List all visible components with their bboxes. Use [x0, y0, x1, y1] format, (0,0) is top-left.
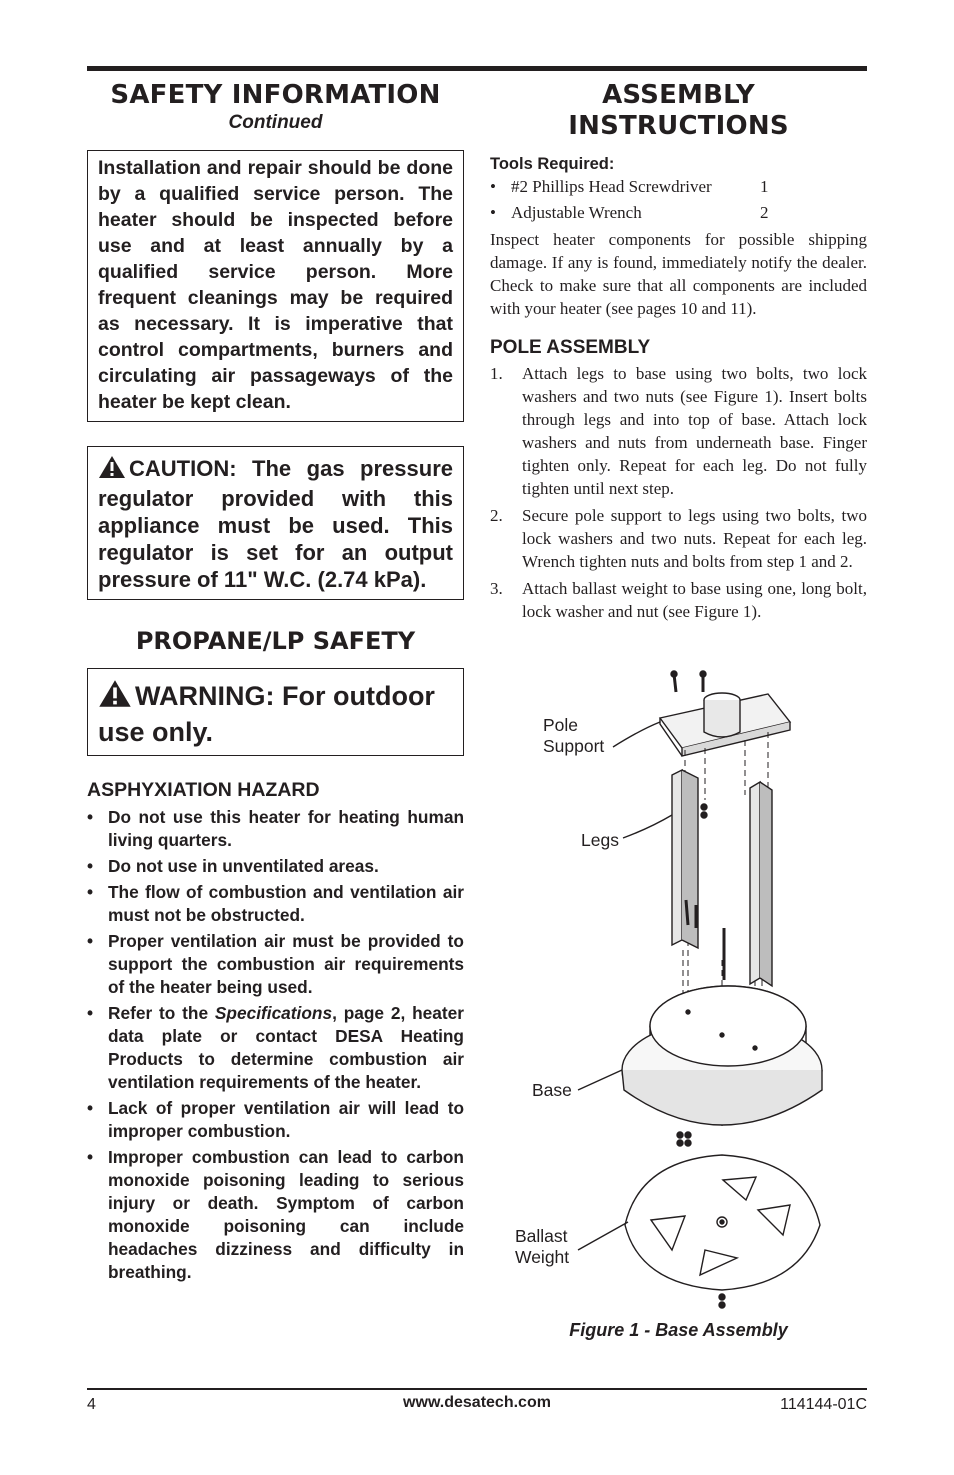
step-text: Attach ballast weight to base using one, long bolt, lock washer and nut (see Figure 1).	[522, 579, 867, 621]
list-item	[87, 1002, 464, 1094]
base-assembly-figure	[500, 660, 870, 1320]
list-item-text: Refer to the	[108, 1003, 215, 1023]
tool-qty: 1	[760, 177, 769, 196]
right-column	[490, 80, 867, 627]
step-number: 1.	[490, 364, 503, 383]
figure-caption: Figure 1 - Base Assembly	[569, 1320, 788, 1340]
assembly-steps	[490, 362, 867, 623]
hazard-list	[87, 806, 464, 1284]
list-item: • The flow of combustion and ventilation air must not be obstructed.	[87, 881, 464, 927]
list-item-text: , page 2, heater data plate or contact DESA Heating Products to determine combustion air ventilation requirements of the heater.	[108, 1003, 464, 1092]
ballast-weight-label: Ballast Weight	[515, 1226, 570, 1267]
base-label: Base	[532, 1080, 572, 1100]
propane-safety-title: PROPANE/LP SAFETY	[135, 627, 416, 655]
asphyxiation-hazard-title: ASPHYXIATION HAZARD	[87, 779, 320, 801]
list-item: • Proper ventilation air must be provided to support the combustion air requirements of the heater being used.	[87, 930, 464, 999]
specifications-emphasis: Specifications	[214, 1003, 333, 1023]
warning-text: WARNING: For outdoor use only.	[98, 681, 435, 747]
left-column	[87, 80, 464, 1287]
document-code: 114144-01C	[780, 1396, 867, 1413]
step-number: 3.	[490, 579, 503, 598]
step-number: 2.	[490, 506, 503, 525]
page-number: 4	[87, 1396, 96, 1413]
tool-name: Adjustable Wrench	[511, 203, 642, 222]
qualified-service-notice: Installation and repair should be done by a qualified service person. The heater should be inspected before use and at least annually by a qualified service person. More frequent cleanings may be required as necessary. It is imperative that control compartments, burners and circulating air passageways of the heater be kept clean.	[87, 150, 464, 422]
title-line: INSTRUCTIONS	[568, 111, 789, 141]
website-link[interactable]: www.desatech.com	[403, 1394, 551, 1411]
step-text: Secure pole support to legs using two bolts, two lock washers and two nuts. Repeat for each leg. Wrench tighten nuts and bolts from step 1 and 2.	[522, 506, 867, 571]
warning-triangle-icon	[98, 455, 126, 485]
tool-name: #2 Phillips Head Screwdriver	[511, 177, 712, 196]
list-item: • Improper combustion can lead to carbon monoxide poisoning leading to serious injury or death. Symptom of carbon monoxide poisoning can include headaches dizziness and difficulty in breathing.	[87, 1146, 464, 1284]
step-item	[490, 504, 867, 573]
legs-label: Legs	[581, 830, 619, 850]
tool-item	[490, 200, 867, 226]
bottom-rule	[87, 1388, 867, 1390]
tool-qty: 2	[760, 203, 769, 222]
top-rule	[87, 66, 867, 71]
title-line: ASSEMBLY	[602, 80, 755, 110]
exploded-assembly-drawing	[500, 660, 870, 1320]
tool-item	[490, 174, 867, 200]
warning-triangle-icon	[98, 679, 132, 716]
warning-box	[87, 668, 464, 756]
pole-assembly-title: POLE ASSEMBLY	[490, 337, 651, 358]
step-text: Attach legs to base using two bolts, two lock washers and two nuts (see Figure 1). Insert bolts through legs and into top of base. Attach lock washers and nuts from underneath base. Finger tighten only. Repeat for each leg. Do not fully tighten until next step.	[522, 364, 867, 498]
caution-text: CAUTION: The gas pressure regulator provided with this appliance must be used. This regulator is set for an output pressure of 11" W.C. (2.74 kPa).	[98, 456, 453, 592]
continued-subtitle: Continued	[228, 112, 323, 133]
safety-information-title: SAFETY INFORMATION	[110, 80, 441, 110]
pole-support-label: Pole Support	[543, 715, 605, 756]
assembly-instructions-title	[490, 80, 867, 142]
list-item: • Do not use this heater for heating human living quarters.	[87, 806, 464, 852]
inspect-paragraph: Inspect heater components for possible shipping damage. If any is found, immediately notify the dealer. Check to make sure that all components are included with your heater (see pages 10 and 11).	[490, 230, 867, 318]
list-item: • Do not use in unventilated areas.	[87, 855, 464, 878]
step-item	[490, 577, 867, 623]
caution-box	[87, 446, 464, 600]
step-item	[490, 362, 867, 500]
tools-required-title: Tools Required:	[490, 155, 615, 173]
list-item: • Lack of proper ventilation air will lead to improper combustion.	[87, 1097, 464, 1143]
